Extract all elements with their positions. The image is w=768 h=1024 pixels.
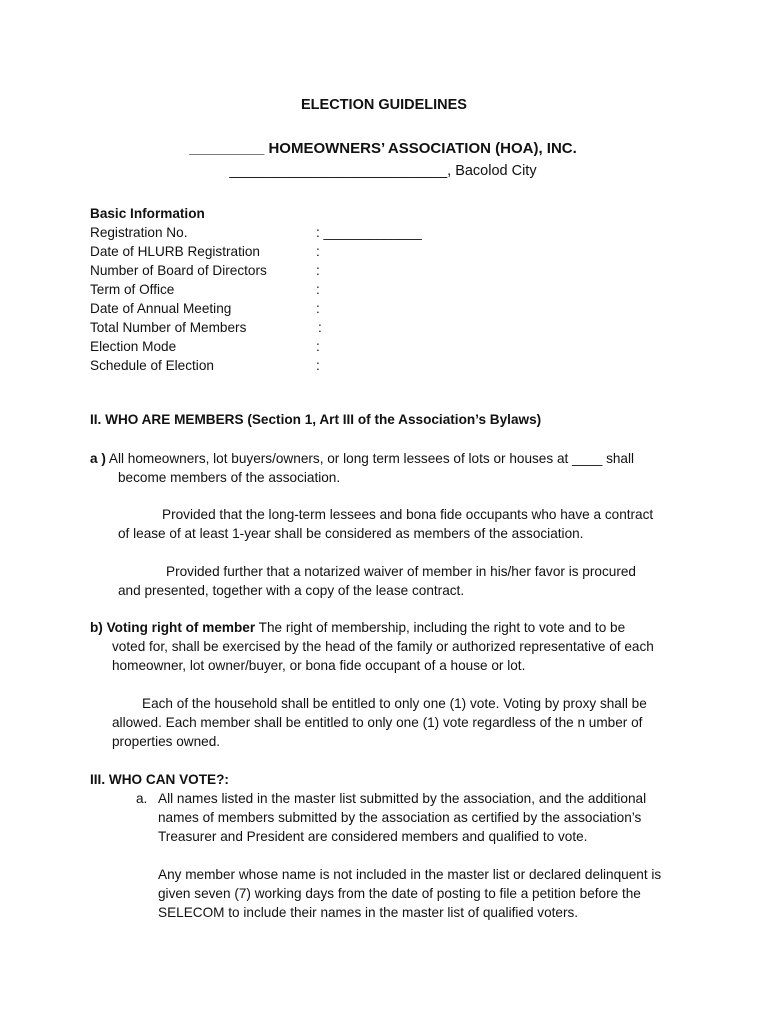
- info-label: Number of Board of Directors: [90, 263, 267, 278]
- petition-line-2: given seven (7) working days from the date of posting to file a petition before the: [158, 886, 641, 901]
- petition-line-1: Any member whose name is not included in the master list or declared delinquent is: [158, 867, 662, 882]
- info-value: :: [316, 282, 320, 297]
- info-value: :: [318, 320, 322, 335]
- info-value: :: [316, 244, 320, 259]
- section-3-item-a-line-3: Treasurer and President are considered members and qualified to vote.: [158, 829, 588, 844]
- info-value: : _____________: [316, 225, 422, 240]
- item-a-text-cont: become members of the association.: [118, 470, 341, 485]
- info-label: Registration No.: [90, 225, 188, 240]
- info-label: Election Mode: [90, 339, 177, 354]
- section-2-heading: II. WHO ARE MEMBERS (Section 1, Art III of the Association’s Bylaws): [90, 412, 542, 427]
- info-label: Term of Office: [90, 282, 175, 297]
- proviso-2-line-1: Provided further that a notarized waiver of member in his/her favor is procured: [166, 564, 636, 579]
- document-title: ELECTION GUIDELINES: [301, 97, 467, 113]
- section-3-item-a-marker: a.: [136, 791, 148, 806]
- info-label: Date of Annual Meeting: [90, 301, 232, 316]
- info-value: :: [316, 339, 320, 354]
- petition-line-3: SELECOM to include their names in the master list of qualified voters.: [158, 905, 579, 920]
- info-value: :: [316, 301, 320, 316]
- item-b-text-cont-2: homeowner, lot owner/buyer, or bona fide occupant of a house or lot.: [112, 658, 526, 673]
- info-value: :: [316, 358, 320, 373]
- household-vote-line-2: allowed. Each member shall be entitled to only one (1) vote regardless of the n umber of: [112, 715, 643, 730]
- item-b-text-cont-1: voted for, shall be exercised by the head of the family or authorized representative of each: [112, 639, 654, 654]
- item-a-marker: a ): [90, 451, 106, 466]
- item-a-text: All homeowners, lot buyers/owners, or long term lessees of lots or houses at ____ shall: [105, 451, 635, 466]
- section-3-item-a-line-2: names of members submitted by the association as certified by the association’s: [158, 810, 642, 825]
- household-vote-line-1: Each of the household shall be entitled to only one (1) vote. Voting by proxy shall be: [142, 696, 647, 711]
- info-label: Schedule of Election: [90, 358, 214, 373]
- info-label: Total Number of Members: [90, 320, 247, 335]
- section-3-item-a-line-1: All names listed in the master list submitted by the association, and the additional: [158, 791, 647, 806]
- section-3-heading: III. WHO CAN VOTE?:: [90, 772, 229, 787]
- proviso-1-line-1: Provided that the long-term lessees and bona fide occupants who have a contract: [162, 507, 654, 522]
- item-b-marker: b) Voting right of member: [90, 620, 256, 635]
- section-2-item-b: [90, 618, 625, 637]
- proviso-2-line-2: and presented, together with a copy of the lease contract.: [118, 583, 465, 598]
- basic-info-heading: Basic Information: [90, 206, 205, 221]
- section-2-item-a: [90, 449, 634, 468]
- household-vote-line-3: properties owned.: [112, 734, 221, 749]
- hoa-name-line: _________ HOMEOWNERS’ ASSOCIATION (HOA), INC.: [189, 140, 577, 157]
- city-line: ___________________________, Bacolod City: [229, 163, 537, 179]
- info-value: :: [316, 263, 320, 278]
- proviso-1-line-2: of lease of at least 1-year shall be considered as members of the association.: [118, 526, 584, 541]
- item-b-text: The right of membership, including the right to vote and to be: [255, 620, 626, 635]
- info-label: Date of HLURB Registration: [90, 244, 260, 259]
